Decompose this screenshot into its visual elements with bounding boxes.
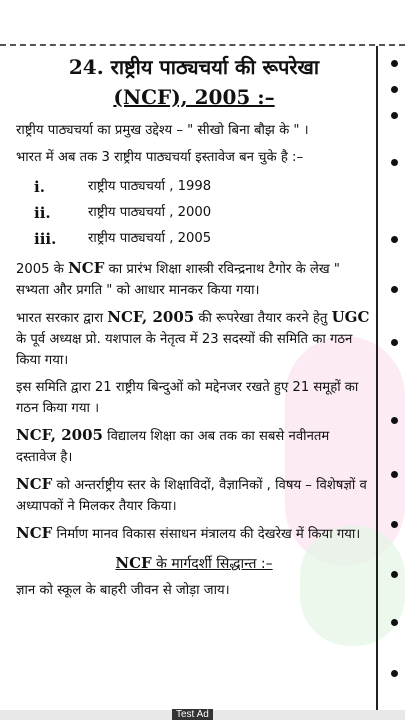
ncf-bold: NCF, 2005 <box>107 308 195 326</box>
list-number: ii. <box>34 204 51 222</box>
bullet-dot <box>391 286 398 293</box>
paragraph-groups: इस समिति द्वारा 21 राष्ट्रीय बिन्दुओं को मद्देनजर रखते हुए 21 समूहों का गठन किया गया । <box>16 380 359 416</box>
paragraph-objective: राष्ट्रीय पाठ्यचर्या का प्रमुख उद्देश्य – " सीखो बिना बौझ के " । <box>16 123 309 138</box>
text: की रूपरेखा तैयार करने हेतु <box>194 311 332 326</box>
list-text: राष्ट्रीय पाठ्यचर्या , 1998 <box>88 179 212 194</box>
ugc-bold: UGC <box>331 308 370 326</box>
list-item <box>16 226 372 252</box>
paragraph-principle: ज्ञान को स्कूल के बाहरी जीवन से जोड़ा जाय। <box>16 583 230 598</box>
bullet-dot <box>391 471 398 478</box>
ncf-bold: NCF <box>115 554 152 572</box>
section-heading <box>16 551 372 576</box>
list-item <box>16 200 372 226</box>
top-bar <box>0 0 405 44</box>
bullet-dot <box>391 60 398 67</box>
text: के पूर्व अध्यक्ष प्रो. यशपाल के नेतृत्व में 23 सदस्यों की समिति का गठन किया गया। <box>16 332 353 368</box>
paragraph-origin <box>16 258 372 301</box>
list-number: iii. <box>34 230 57 248</box>
paragraph-experts <box>16 474 372 517</box>
bullet-dot <box>391 521 398 528</box>
page-content <box>16 46 372 607</box>
margin-line <box>376 46 378 710</box>
text: निर्माण मानव विकास संसाधन मंत्रालय की देखरेख में किया गया। <box>52 527 361 542</box>
text: का प्रारंभ शिक्षा शास्त्री रविन्द्रनाथ टैगोर के लेख " सभ्यता और प्रगति " को आधार मानकर किया गया। <box>16 262 340 298</box>
bullet-dot <box>391 571 398 578</box>
bullet-dot <box>391 86 398 93</box>
ncf-bold: NCF <box>16 475 53 493</box>
bullet-dot <box>391 339 398 346</box>
bullet-dot <box>391 159 398 166</box>
paragraph-latest <box>16 425 372 468</box>
page-subtitle: (NCF), 2005 :– <box>113 85 275 109</box>
ad-banner[interactable]: Test Ad <box>172 709 213 720</box>
list-text: राष्ट्रीय पाठ्यचर्या , 2005 <box>88 231 212 246</box>
ncf-bold: NCF <box>16 524 53 542</box>
bullet-dot <box>391 236 398 243</box>
paragraph-documents: भारत में अब तक 3 राष्ट्रीय पाठ्यचर्या इस्तावेज बन चुके है :– <box>16 150 304 165</box>
text: 2005 के <box>16 262 69 277</box>
paragraph-committee <box>16 307 372 371</box>
text: भारत सरकार द्वारा <box>16 311 108 326</box>
document-page[interactable] <box>0 46 405 710</box>
list-text: राष्ट्रीय पाठ्यचर्या , 2000 <box>88 205 212 220</box>
list-number: i. <box>34 178 45 196</box>
text: विद्यालय शिक्षा का अब तक का सबसे नवीनतम दस्तावेज है। <box>16 429 330 465</box>
text: को अन्तर्राष्ट्रीय स्तर के शिक्षाविदों, वैज्ञानिकों , विषय – विशेषज्ञों व अध्यापकों ने मिलकर तैयार किया। <box>16 478 367 514</box>
bullet-dot <box>391 619 398 626</box>
documents-list <box>16 174 372 252</box>
page-title: 24. राष्ट्रीय पाठ्यचर्या की रूपरेखा <box>68 55 320 79</box>
text: के मार्गदर्शी सिद्धान्त :– <box>151 556 273 572</box>
paragraph-ministry <box>16 523 372 545</box>
bullet-dot <box>391 670 398 677</box>
bullet-dot <box>391 112 398 119</box>
ncf-bold: NCF <box>68 259 105 277</box>
ncf-bold: NCF, 2005 <box>16 426 103 444</box>
bullet-dot <box>391 417 398 424</box>
list-item <box>16 174 372 200</box>
